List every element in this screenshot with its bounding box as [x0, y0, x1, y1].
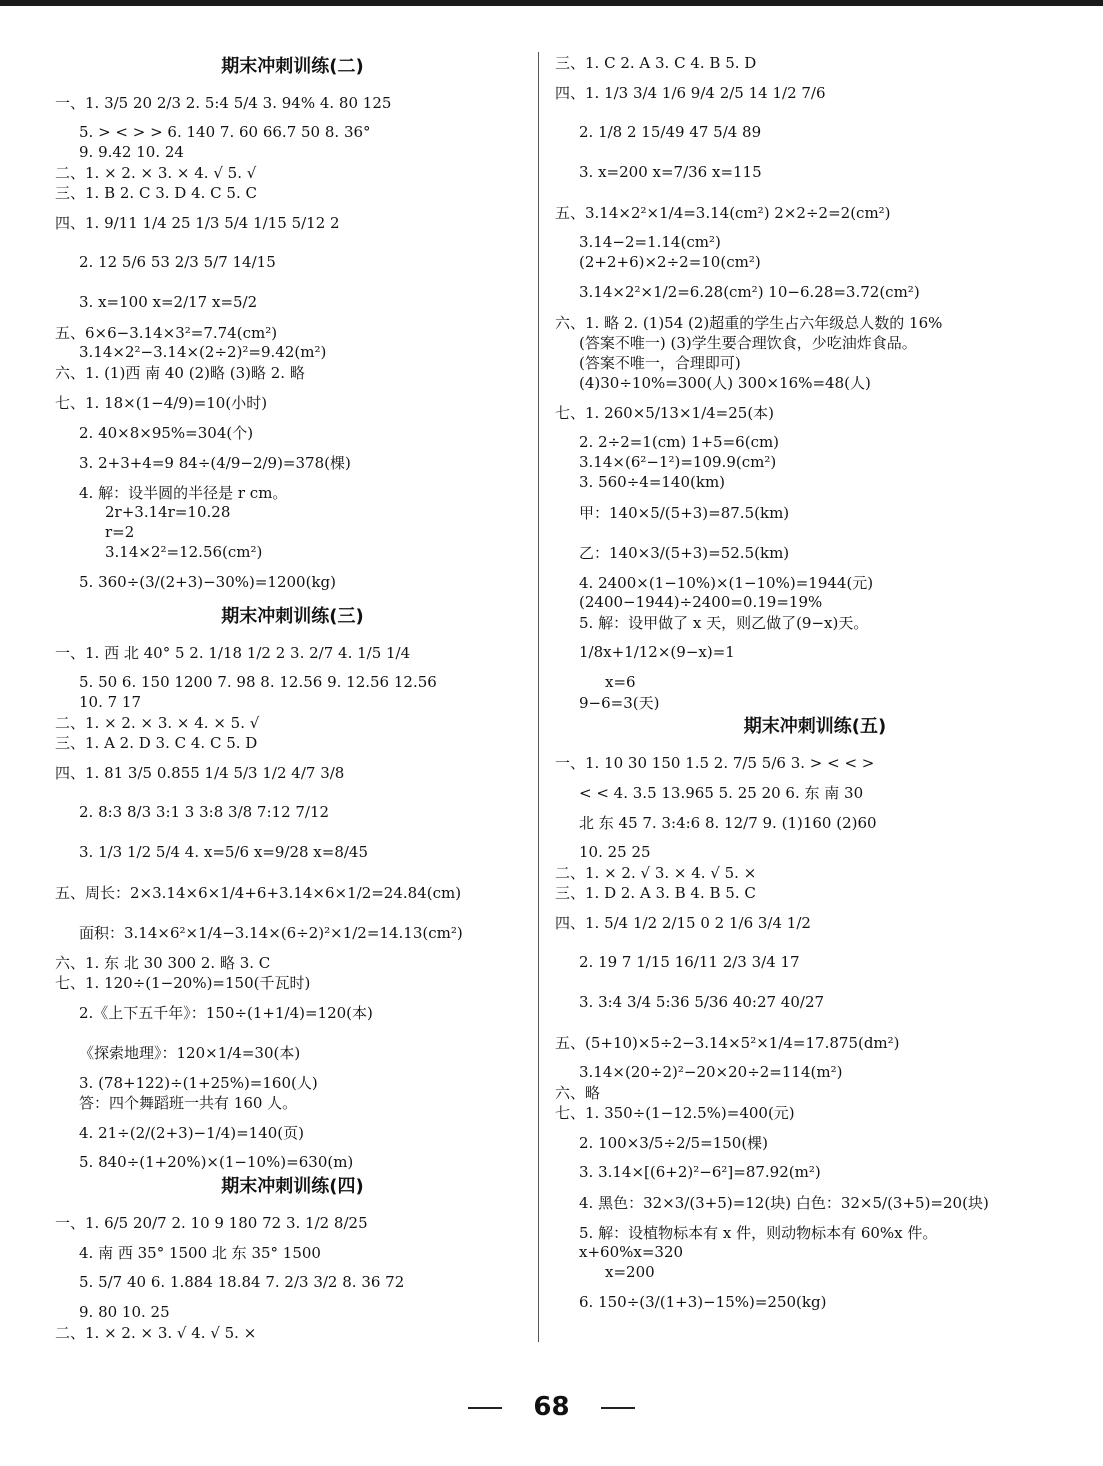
answer-text: 四、1. 1/3 3/4 1/6 9/4 2/5 14 1/2 7/6: [555, 83, 826, 102]
answer-text: 一、1. 西 北 40° 5 2. 1/18 1/2 2 3. 2/7 4. 1/5 1/4: [55, 643, 411, 662]
answer-text: 三、1. D 2. A 3. B 4. B 5. C: [555, 883, 756, 902]
answer-line: [555, 1082, 1075, 1102]
answer-line: [55, 732, 530, 752]
answer-text: 2. 19 7 1/15 16/11 2/3 3/4 17: [579, 953, 800, 971]
answer-line: [55, 522, 530, 542]
answer-line: [55, 1262, 530, 1302]
answer-text: 3. 3:4 3/4 5:36 5/36 40:27 40/27: [579, 993, 825, 1011]
answer-line: [55, 182, 530, 202]
answer-line: [55, 122, 530, 142]
section-title: 期末冲刺训练(四): [221, 1176, 364, 1197]
column-divider: [538, 52, 539, 1342]
answer-line: [555, 1162, 1075, 1182]
answer-line: [55, 242, 530, 282]
answer-text: 5. > < > > 6. 140 7. 60 66.7 50 8. 36°: [79, 123, 371, 141]
answer-text: 3. 560÷4=140(km): [579, 473, 726, 491]
answer-text: 2. 1/8 2 15/49 47 5/4 89: [579, 123, 762, 141]
answer-line: [55, 1032, 530, 1072]
answer-line: [55, 1302, 530, 1322]
answer-text: 二、1. × 2. √ 3. × 4. √ 5. ×: [555, 863, 757, 882]
answer-line: [555, 1122, 1075, 1162]
answer-line: [55, 1152, 530, 1172]
answer-line: [555, 352, 1075, 372]
answer-line: [55, 362, 530, 382]
answer-text: 3.14×2²=12.56(cm²): [105, 543, 263, 561]
answer-text: 3.14×2²×1/2=6.28(cm²) 10−6.28=3.72(cm²): [579, 283, 920, 301]
answer-text: (2400−1944)÷2400=0.19=19%: [579, 593, 823, 611]
answer-line: [555, 802, 1075, 842]
answer-line: [555, 862, 1075, 882]
answer-text: 面积：3.14×6²×1/4−3.14×(6÷2)²×1/2=14.13(cm²): [79, 923, 463, 942]
answer-text: x=200: [605, 1263, 655, 1281]
answer-text: 四、1. 81 3/5 0.855 1/4 5/3 1/2 4/7 3/8: [55, 763, 345, 782]
answer-text: 五、(5+10)×5÷2−3.14×5²×1/4=17.875(dm²): [555, 1033, 900, 1052]
answer-line: [555, 152, 1075, 192]
answer-line: [55, 1322, 530, 1342]
answer-text: 3.14×(6²−1²)=109.9(cm²): [579, 453, 777, 471]
answer-line: [55, 1242, 530, 1262]
answer-line: [55, 482, 530, 502]
answer-text: 一、1. 10 30 150 1.5 2. 7/5 5/6 3. > < < >: [555, 753, 875, 772]
answer-text: 五、6×6−3.14×3²=7.74(cm²): [55, 323, 278, 342]
answer-text: 二、1. × 2. × 3. × 4. × 5. √: [55, 713, 260, 732]
answer-text: 七、1. 260×5/13×1/4=25(本): [555, 403, 775, 422]
answer-text: (2+2+6)×2÷2=10(cm²): [579, 253, 761, 271]
answer-line: [55, 1092, 530, 1112]
answer-text: 三、1. A 2. D 3. C 4. C 5. D: [55, 733, 258, 752]
answer-line: [55, 422, 530, 442]
answer-line: [55, 162, 530, 182]
answer-line: [55, 872, 530, 912]
answer-text: 六、1. 东 北 30 300 2. 略 3. C: [55, 953, 271, 972]
answer-text: 3.14×2²−3.14×(2÷2)²=9.42(m²): [79, 343, 327, 361]
answer-text: 二、1. × 2. × 3. √ 4. √ 5. ×: [55, 1323, 257, 1342]
answer-text: 一、1. 3/5 20 2/3 2. 5:4 5/4 3. 94% 4. 80 125: [55, 93, 392, 112]
answer-line: [55, 1112, 530, 1152]
answer-text: 六、1. 略 2. (1)54 (2)超重的学生占六年级总人数的 16%: [555, 313, 943, 332]
answer-text: 5. 解：设植物标本有 x 件，则动物标本有 60%x 件。: [579, 1223, 938, 1242]
answer-text: 3. 1/3 1/2 5/4 4. x=5/6 x=9/28 x=8/45: [79, 843, 369, 861]
answer-text: 4. 解：设半圆的半径是 r cm。: [79, 483, 288, 502]
section-title: 期末冲刺训练(三): [221, 606, 364, 627]
answer-text: 2. 100×3/5÷2/5=150(棵): [579, 1133, 769, 1152]
answer-text: 甲：140×5/(5+3)=87.5(km): [579, 503, 790, 522]
answer-line: [555, 1182, 1075, 1222]
answer-text: x=6: [605, 673, 636, 691]
answer-text: 七、1. 120÷(1−20%)=150(千瓦时): [55, 973, 311, 992]
answer-text: 三、1. C 2. A 3. C 4. B 5. D: [555, 53, 757, 72]
answer-line: [555, 1022, 1075, 1062]
answer-line: [55, 712, 530, 732]
answer-text: 2.《上下五千年》：150÷(1+1/4)=120(本): [79, 1003, 373, 1022]
answer-line: [555, 612, 1075, 632]
footer-dash-right: [601, 1407, 635, 1409]
answer-text: 10. 7 17: [79, 693, 142, 711]
answer-line: [55, 972, 530, 992]
answer-line: [55, 442, 530, 482]
answer-line: [55, 952, 530, 972]
answer-line: [555, 902, 1075, 942]
answer-line: [555, 272, 1075, 312]
answer-line: [55, 502, 530, 522]
answer-line: [555, 692, 1075, 712]
answer-line: [555, 372, 1075, 392]
answer-line: [555, 1102, 1075, 1122]
left-column: [55, 52, 530, 1342]
answer-line: [55, 542, 530, 562]
answer-text: 2. 8:3 8/3 3:1 3 3:8 3/8 7:12 7/12: [79, 803, 330, 821]
answer-line: [555, 782, 1075, 802]
page-footer: [0, 1392, 1103, 1422]
answer-line: [55, 562, 530, 602]
answer-text: 5. 50 6. 150 1200 7. 98 8. 12.56 9. 12.56 12.56: [79, 673, 437, 691]
answer-text: 3. x=200 x=7/36 x=115: [579, 163, 762, 181]
answer-line: [555, 492, 1075, 532]
answer-line: [555, 592, 1075, 612]
answer-line: [55, 142, 530, 162]
answer-line: [55, 322, 530, 342]
answer-text: 2. 40×8×95%=304(个): [79, 423, 254, 442]
answer-text: 3.14×(20÷2)²−20×20÷2=114(m²): [579, 1063, 843, 1081]
answer-text: 4. 南 西 35° 1500 北 东 35° 1500: [79, 1243, 321, 1262]
answer-text: 4. 21÷(2/(2+3)−1/4)=140(页): [79, 1123, 305, 1142]
answer-text: 七、1. 350÷(1−12.5%)=400(元): [555, 1103, 795, 1122]
page-number: 68: [533, 1392, 570, 1422]
answer-text: 9−6=3(天): [579, 693, 660, 712]
answer-text: r=2: [105, 523, 135, 541]
answer-text: 四、1. 9/11 1/4 25 1/3 5/4 1/15 5/12 2: [55, 213, 340, 232]
answer-line: [555, 472, 1075, 492]
answer-line: [555, 392, 1075, 432]
answer-line: [55, 832, 530, 872]
answer-line: [555, 1262, 1075, 1282]
answer-line: [55, 382, 530, 422]
answer-text: 9. 9.42 10. 24: [79, 143, 184, 161]
answer-text: 五、3.14×2²×1/4=3.14(cm²) 2×2÷2=2(cm²): [555, 203, 891, 222]
answer-text: 4. 2400×(1−10%)×(1−10%)=1944(元): [579, 573, 874, 592]
right-column: [555, 52, 1075, 1322]
answer-line: [55, 672, 530, 692]
answer-line: [555, 882, 1075, 902]
answer-text: 9. 80 10. 25: [79, 1303, 170, 1321]
answer-line: [555, 532, 1075, 572]
top-rule: [0, 0, 1103, 6]
answer-text: 2. 12 5/6 53 2/3 5/7 14/15: [79, 253, 276, 271]
answer-line: [555, 252, 1075, 272]
answer-text: 4. 黑色：32×3/(3+5)=12(块) 白色：32×5/(3+5)=20(块): [579, 1193, 989, 1212]
answer-line: [555, 982, 1075, 1022]
answer-line: [555, 332, 1075, 352]
answer-text: 5. 5/7 40 6. 1.884 18.84 7. 2/3 3/2 8. 36 72: [79, 1273, 405, 1291]
answer-text: 四、1. 5/4 1/2 2/15 0 2 1/6 3/4 1/2: [555, 913, 811, 932]
answer-text: 6. 150÷(3/(1+3)−15%)=250(kg): [579, 1293, 827, 1311]
answer-line: [555, 52, 1075, 72]
answer-text: 3. 3.14×[(6+2)²−6²]=87.92(m²): [579, 1163, 821, 1181]
answer-line: [555, 1282, 1075, 1322]
answer-text: 5. 解：设甲做了 x 天，则乙做了(9−x)天。: [579, 613, 869, 632]
answer-line: [555, 572, 1075, 592]
answer-text: 北 东 45 7. 3:4:6 8. 12/7 9. (1)160 (2)60: [579, 813, 877, 832]
answer-line: [55, 1072, 530, 1092]
answer-text: 1/8x+1/12×(9−x)=1: [579, 643, 735, 661]
answer-line: [555, 432, 1075, 452]
answer-line: [55, 632, 530, 672]
answer-text: 七、1. 18×(1−4/9)=10(小时): [55, 393, 268, 412]
answer-text: < < 4. 3.5 13.965 5. 25 20 6. 东 南 30: [579, 783, 864, 802]
answer-line: [55, 692, 530, 712]
answer-line: [55, 792, 530, 832]
answer-text: 2. 2÷2=1(cm) 1+5=6(cm): [579, 433, 780, 451]
answer-text: (4)30÷10%=300(人) 300×16%=48(人): [579, 373, 871, 392]
answer-text: 答：四个舞蹈班一共有 160 人。: [79, 1093, 298, 1112]
answer-line: [555, 312, 1075, 332]
answer-line: [55, 992, 530, 1032]
answer-text: 2r+3.14r=10.28: [105, 503, 231, 521]
answer-text: 3. (78+122)÷(1+25%)=160(人): [79, 1073, 318, 1092]
answer-line: [555, 1062, 1075, 1082]
answer-text: 一、1. 6/5 20/7 2. 10 9 180 72 3. 1/2 8/25: [55, 1213, 368, 1232]
answer-text: 3.14−2=1.14(cm²): [579, 233, 721, 251]
answer-text: (答案不唯一，合理即可): [579, 353, 741, 372]
footer-dash-left: [468, 1407, 502, 1409]
section-title: 期末冲刺训练(二): [221, 56, 364, 77]
answer-line: [55, 1202, 530, 1242]
answer-line: [555, 72, 1075, 112]
answer-text: 二、1. × 2. × 3. × 4. √ 5. √: [55, 163, 257, 182]
answer-line: [55, 912, 530, 952]
answer-line: [555, 1222, 1075, 1242]
answer-text: (答案不唯一) (3)学生要合理饮食，少吃油炸食品。: [579, 333, 917, 352]
answer-text: 乙：140×3/(5+3)=52.5(km): [579, 543, 790, 562]
answer-line: [555, 112, 1075, 152]
answer-line: [55, 342, 530, 362]
answer-line: [555, 742, 1075, 782]
answer-text: 三、1. B 2. C 3. D 4. C 5. C: [55, 183, 257, 202]
answer-text: 5. 360÷(3/(2+3)−30%)=1200(kg): [79, 573, 336, 591]
answer-line: [555, 672, 1075, 692]
answer-line: [555, 1242, 1075, 1262]
answer-text: 五、周长：2×3.14×6×1/4+6+3.14×6×1/2=24.84(cm): [55, 883, 462, 902]
answer-text: 六、1. (1)西 南 40 (2)略 (3)略 2. 略: [55, 363, 305, 382]
answer-line: [55, 752, 530, 792]
answer-line: [55, 202, 530, 242]
answer-text: 3. 2+3+4=9 84÷(4/9−2/9)=378(棵): [79, 453, 351, 472]
answer-line: [555, 192, 1075, 232]
answer-line: [555, 632, 1075, 672]
answer-line: [555, 232, 1075, 252]
answer-text: 《探索地理》：120×1/4=30(本): [79, 1043, 301, 1062]
answer-text: 3. x=100 x=2/17 x=5/2: [79, 293, 258, 311]
section-title: 期末冲刺训练(五): [743, 716, 887, 737]
answer-text: 10. 25 25: [579, 843, 651, 861]
answer-text: 5. 840÷(1+20%)×(1−10%)=630(m): [79, 1153, 354, 1171]
answer-line: [555, 452, 1075, 472]
answer-text: x+60%x=320: [579, 1243, 684, 1261]
answer-line: [55, 282, 530, 322]
answer-line: [555, 942, 1075, 982]
answer-line: [55, 82, 530, 122]
answer-line: [555, 842, 1075, 862]
answer-text: 六、略: [555, 1083, 601, 1102]
